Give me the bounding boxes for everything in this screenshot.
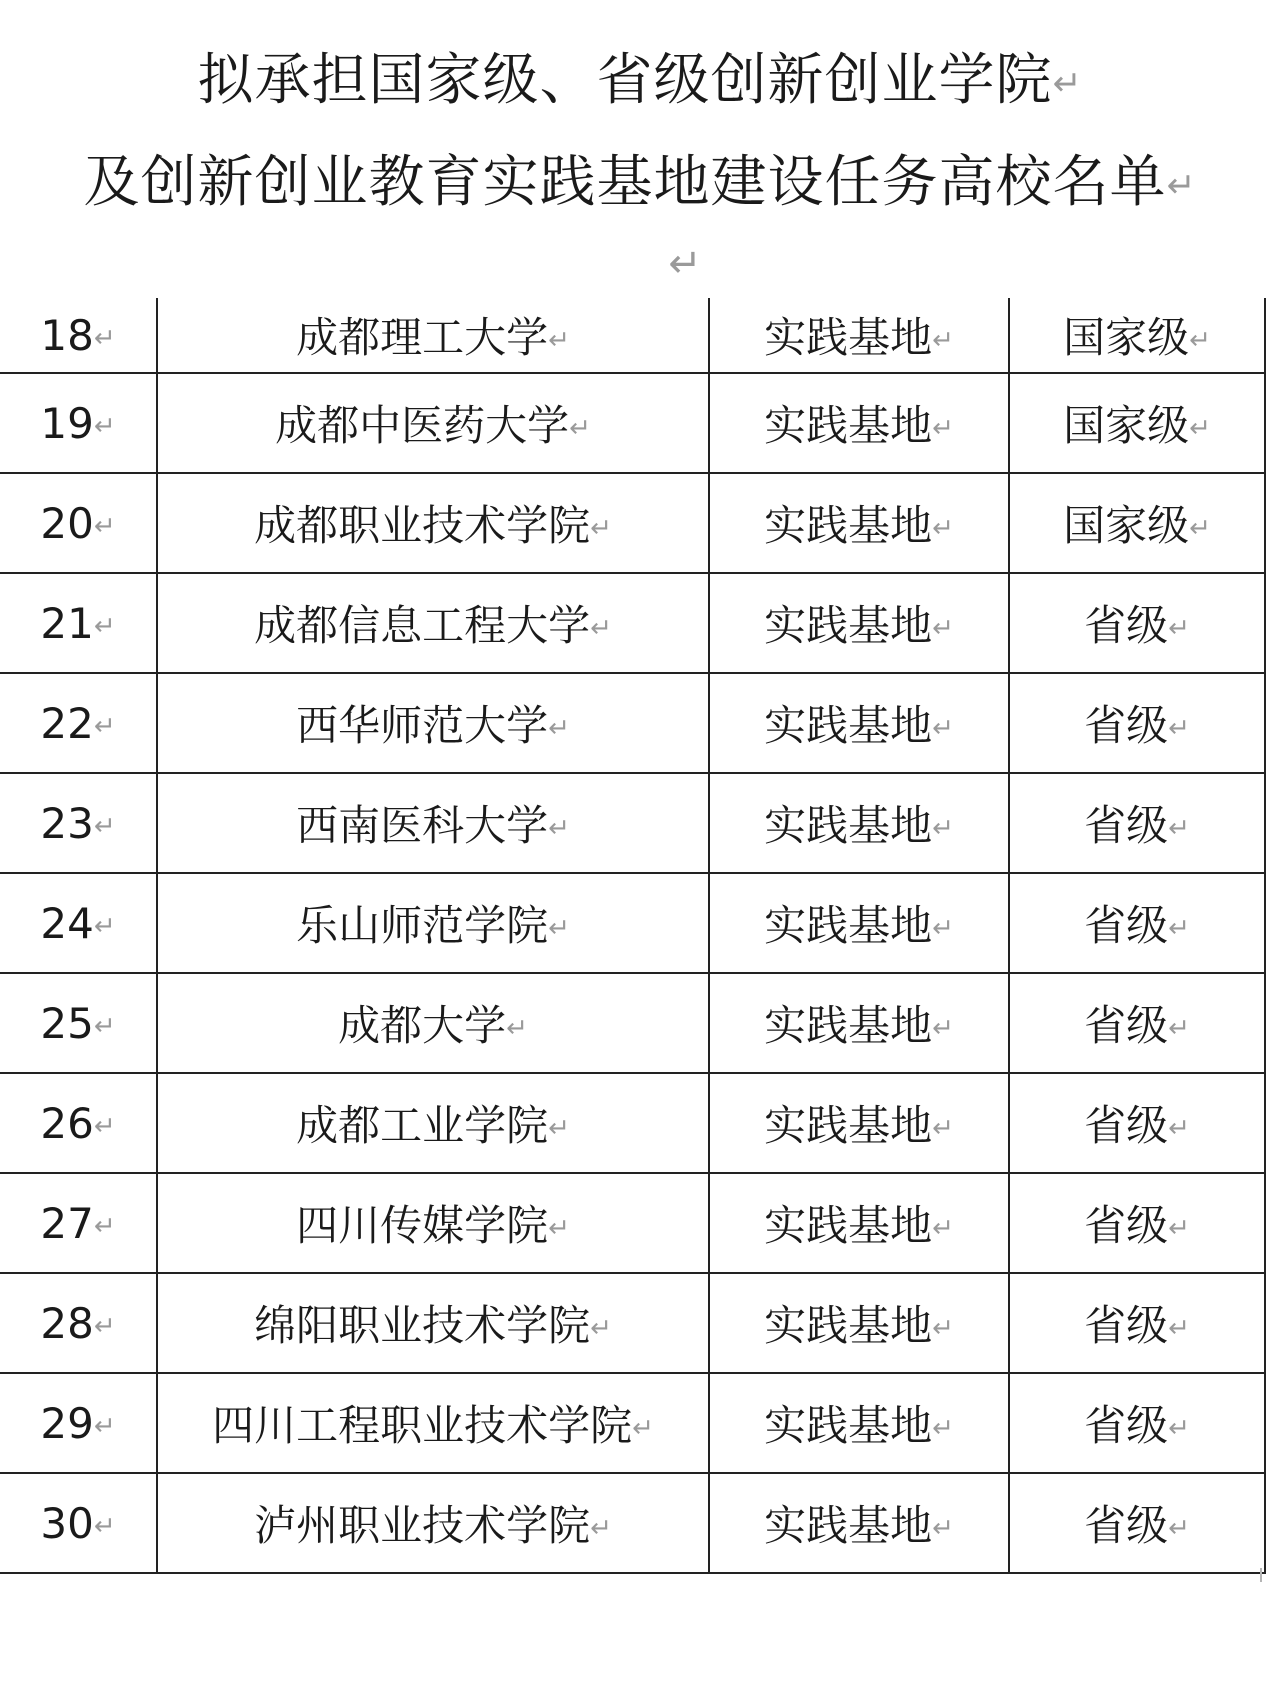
paragraph-mark: ↵ <box>93 323 116 353</box>
row-number-cell <box>0 298 157 373</box>
paragraph-mark: ↵ <box>93 711 116 741</box>
paragraph-mark: ↵ <box>93 411 116 441</box>
title-line-1-text: 拟承担国家级、省级创新创业学院 <box>197 48 1053 113</box>
row-number-cell-text: 22 <box>40 698 94 748</box>
school-name-cell-text: 泸州职业技术学院 <box>254 1501 591 1550</box>
paragraph-mark: ↵ <box>932 613 954 644</box>
paragraph-mark: ↵ <box>932 1413 954 1444</box>
paragraph-mark: ↵ <box>93 1411 116 1441</box>
base-type-cell <box>709 298 1009 373</box>
paragraph-mark: ↵ <box>1168 1213 1190 1244</box>
base-type-cell <box>709 473 1009 573</box>
paragraph-mark: ↵ <box>93 1511 116 1541</box>
row-number-cell <box>0 573 157 673</box>
level-cell-text: 省级 <box>1084 701 1169 750</box>
row-number-cell <box>0 773 157 873</box>
table-row <box>0 473 1265 573</box>
school-name-cell-text: 西华师范大学 <box>296 701 549 750</box>
school-name-cell-text: 四川工程职业技术学院 <box>212 1401 633 1450</box>
base-type-cell-text: 实践基地 <box>764 901 933 950</box>
base-type-cell-text: 实践基地 <box>764 701 933 750</box>
paragraph-mark: ↵ <box>569 413 591 444</box>
school-name-cell <box>157 298 709 373</box>
paragraph-mark: ↵ <box>590 613 612 644</box>
school-name-cell-text: 成都大学 <box>338 1001 507 1050</box>
school-name-cell <box>157 573 709 673</box>
table-row <box>0 973 1265 1073</box>
paragraph-mark: ↵ <box>1189 413 1211 444</box>
paragraph-mark: ↵ <box>1168 813 1190 844</box>
university-list-table <box>0 298 1266 1574</box>
school-name-cell-text: 四川传媒学院 <box>296 1201 549 1250</box>
school-name-cell <box>157 1173 709 1273</box>
base-type-cell <box>709 1473 1009 1573</box>
table-end-mark <box>1260 1568 1262 1582</box>
row-number-cell-text: 28 <box>40 1298 94 1348</box>
paragraph-mark: ↵ <box>93 611 116 641</box>
school-name-cell-text: 乐山师范学院 <box>296 901 549 950</box>
base-type-cell <box>709 1073 1009 1173</box>
table-row <box>0 573 1265 673</box>
paragraph-mark: ↵ <box>590 513 612 544</box>
base-type-cell <box>709 873 1009 973</box>
row-number-cell <box>0 373 157 473</box>
level-cell <box>1009 773 1265 873</box>
paragraph-mark: ↵ <box>932 1513 954 1544</box>
level-cell-text: 省级 <box>1084 601 1169 650</box>
paragraph-mark: ↵ <box>1168 713 1190 744</box>
base-type-cell <box>709 773 1009 873</box>
paragraph-mark: ↵ <box>1168 913 1190 944</box>
row-number-cell <box>0 1073 157 1173</box>
paragraph-mark: ↵ <box>93 811 116 841</box>
base-type-cell-text: 实践基地 <box>764 801 933 850</box>
base-type-cell-text: 实践基地 <box>764 1201 933 1250</box>
level-cell <box>1009 473 1265 573</box>
row-number-cell-text: 24 <box>40 898 94 948</box>
level-cell-text: 国家级 <box>1063 501 1190 550</box>
row-number-cell-text: 20 <box>40 498 94 548</box>
base-type-cell <box>709 673 1009 773</box>
document-title-line-1 <box>0 46 1280 119</box>
base-type-cell-text: 实践基地 <box>764 1001 933 1050</box>
school-name-cell-text: 西南医科大学 <box>296 801 549 850</box>
base-type-cell-text: 实践基地 <box>764 401 933 450</box>
paragraph-mark: ↵ <box>1052 63 1083 104</box>
base-type-cell-text: 实践基地 <box>764 1101 933 1150</box>
paragraph-mark: ↵ <box>932 1013 954 1044</box>
level-cell <box>1009 1173 1265 1273</box>
paragraph-mark: ↵ <box>548 813 570 844</box>
level-cell-text: 省级 <box>1084 901 1169 950</box>
row-number-cell <box>0 673 157 773</box>
row-number-cell-text: 27 <box>40 1198 94 1248</box>
base-type-cell <box>709 1373 1009 1473</box>
school-name-cell <box>157 673 709 773</box>
school-name-cell-text: 成都理工大学 <box>296 313 549 362</box>
paragraph-mark: ↵ <box>1168 1413 1190 1444</box>
base-type-cell-text: 实践基地 <box>764 601 933 650</box>
level-cell <box>1009 1373 1265 1473</box>
school-name-cell <box>157 873 709 973</box>
level-cell-text: 国家级 <box>1063 313 1190 362</box>
row-number-cell <box>0 973 157 1073</box>
base-type-cell-text: 实践基地 <box>764 501 933 550</box>
school-name-cell-text: 成都中医药大学 <box>275 401 570 450</box>
base-type-cell-text: 实践基地 <box>764 1401 933 1450</box>
base-type-cell-text: 实践基地 <box>764 1301 933 1350</box>
school-name-cell <box>157 1473 709 1573</box>
paragraph-mark: ↵ <box>93 1111 116 1141</box>
title-line-2-text: 及创新创业教育实践基地建设任务高校名单 <box>83 150 1167 215</box>
row-number-cell-text: 18 <box>40 310 94 360</box>
base-type-cell <box>709 373 1009 473</box>
base-type-cell <box>709 573 1009 673</box>
school-name-cell <box>157 1273 709 1373</box>
level-cell-text: 省级 <box>1084 1301 1169 1350</box>
row-number-cell <box>0 473 157 573</box>
empty-paragraph-mark: ↵ <box>668 241 702 287</box>
row-number-cell-text: 29 <box>40 1398 94 1448</box>
school-name-cell <box>157 1073 709 1173</box>
paragraph-mark: ↵ <box>1168 1113 1190 1144</box>
paragraph-mark: ↵ <box>93 911 116 941</box>
paragraph-mark: ↵ <box>932 813 954 844</box>
paragraph-mark: ↵ <box>1189 325 1211 356</box>
paragraph-mark: ↵ <box>93 1311 116 1341</box>
level-cell <box>1009 1473 1265 1573</box>
paragraph-mark: ↵ <box>506 1013 528 1044</box>
school-name-cell <box>157 473 709 573</box>
paragraph-mark: ↵ <box>93 1011 116 1041</box>
paragraph-mark: ↵ <box>1168 613 1190 644</box>
level-cell-text: 省级 <box>1084 1401 1169 1450</box>
base-type-cell <box>709 1173 1009 1273</box>
base-type-cell-text: 实践基地 <box>764 313 933 362</box>
paragraph-mark: ↵ <box>932 1313 954 1344</box>
level-cell <box>1009 1073 1265 1173</box>
paragraph-mark: ↵ <box>1189 513 1211 544</box>
paragraph-mark: ↵ <box>1168 1313 1190 1344</box>
paragraph-mark: ↵ <box>548 713 570 744</box>
school-name-cell-text: 成都工业学院 <box>296 1101 549 1150</box>
paragraph-mark: ↵ <box>932 325 954 356</box>
paragraph-mark: ↵ <box>932 1213 954 1244</box>
paragraph-mark: ↵ <box>548 1213 570 1244</box>
school-name-cell-text: 成都职业技术学院 <box>254 501 591 550</box>
paragraph-mark: ↵ <box>932 413 954 444</box>
row-number-cell <box>0 1273 157 1373</box>
table-row <box>0 1073 1265 1173</box>
paragraph-mark: ↵ <box>632 1413 654 1444</box>
paragraph-mark: ↵ <box>932 1113 954 1144</box>
level-cell <box>1009 373 1265 473</box>
level-cell-text: 国家级 <box>1063 401 1190 450</box>
paragraph-mark: ↵ <box>548 913 570 944</box>
paragraph-mark: ↵ <box>1168 1513 1190 1544</box>
level-cell <box>1009 673 1265 773</box>
table-row <box>0 873 1265 973</box>
base-type-cell-text: 实践基地 <box>764 1501 933 1550</box>
paragraph-mark: ↵ <box>932 513 954 544</box>
school-name-cell <box>157 973 709 1073</box>
level-cell <box>1009 1273 1265 1373</box>
school-name-cell <box>157 773 709 873</box>
level-cell <box>1009 573 1265 673</box>
paragraph-mark: ↵ <box>590 1513 612 1544</box>
paragraph-mark: ↵ <box>93 511 116 541</box>
row-number-cell-text: 25 <box>40 998 94 1048</box>
paragraph-mark: ↵ <box>548 1113 570 1144</box>
table-row <box>0 673 1265 773</box>
level-cell-text: 省级 <box>1084 1201 1169 1250</box>
row-number-cell <box>0 1473 157 1573</box>
paragraph-mark: ↵ <box>1166 165 1197 206</box>
table-row <box>0 773 1265 873</box>
row-number-cell-text: 21 <box>40 598 94 648</box>
level-cell <box>1009 298 1265 373</box>
row-number-cell-text: 30 <box>40 1498 94 1548</box>
row-number-cell <box>0 1373 157 1473</box>
base-type-cell <box>709 1273 1009 1373</box>
row-number-cell <box>0 1173 157 1273</box>
level-cell <box>1009 873 1265 973</box>
level-cell-text: 省级 <box>1084 1001 1169 1050</box>
table-row <box>0 1173 1265 1273</box>
paragraph-mark: ↵ <box>932 913 954 944</box>
paragraph-mark: ↵ <box>932 713 954 744</box>
row-number-cell-text: 23 <box>40 798 94 848</box>
level-cell-text: 省级 <box>1084 801 1169 850</box>
row-number-cell-text: 26 <box>40 1098 94 1148</box>
row-number-cell <box>0 873 157 973</box>
paragraph-mark: ↵ <box>1168 1013 1190 1044</box>
table-row <box>0 1273 1265 1373</box>
table-row <box>0 1373 1265 1473</box>
row-number-cell-text: 19 <box>40 398 94 448</box>
level-cell-text: 省级 <box>1084 1501 1169 1550</box>
school-name-cell <box>157 1373 709 1473</box>
paragraph-mark: ↵ <box>548 325 570 356</box>
paragraph-mark: ↵ <box>590 1313 612 1344</box>
document-title-line-2 <box>0 148 1280 221</box>
school-name-cell-text: 成都信息工程大学 <box>254 601 591 650</box>
paragraph-mark: ↵ <box>93 1211 116 1241</box>
table-row <box>0 373 1265 473</box>
level-cell <box>1009 973 1265 1073</box>
level-cell-text: 省级 <box>1084 1101 1169 1150</box>
school-name-cell <box>157 373 709 473</box>
school-name-cell-text: 绵阳职业技术学院 <box>254 1301 591 1350</box>
table-row <box>0 298 1265 373</box>
table-row <box>0 1473 1265 1573</box>
base-type-cell <box>709 973 1009 1073</box>
